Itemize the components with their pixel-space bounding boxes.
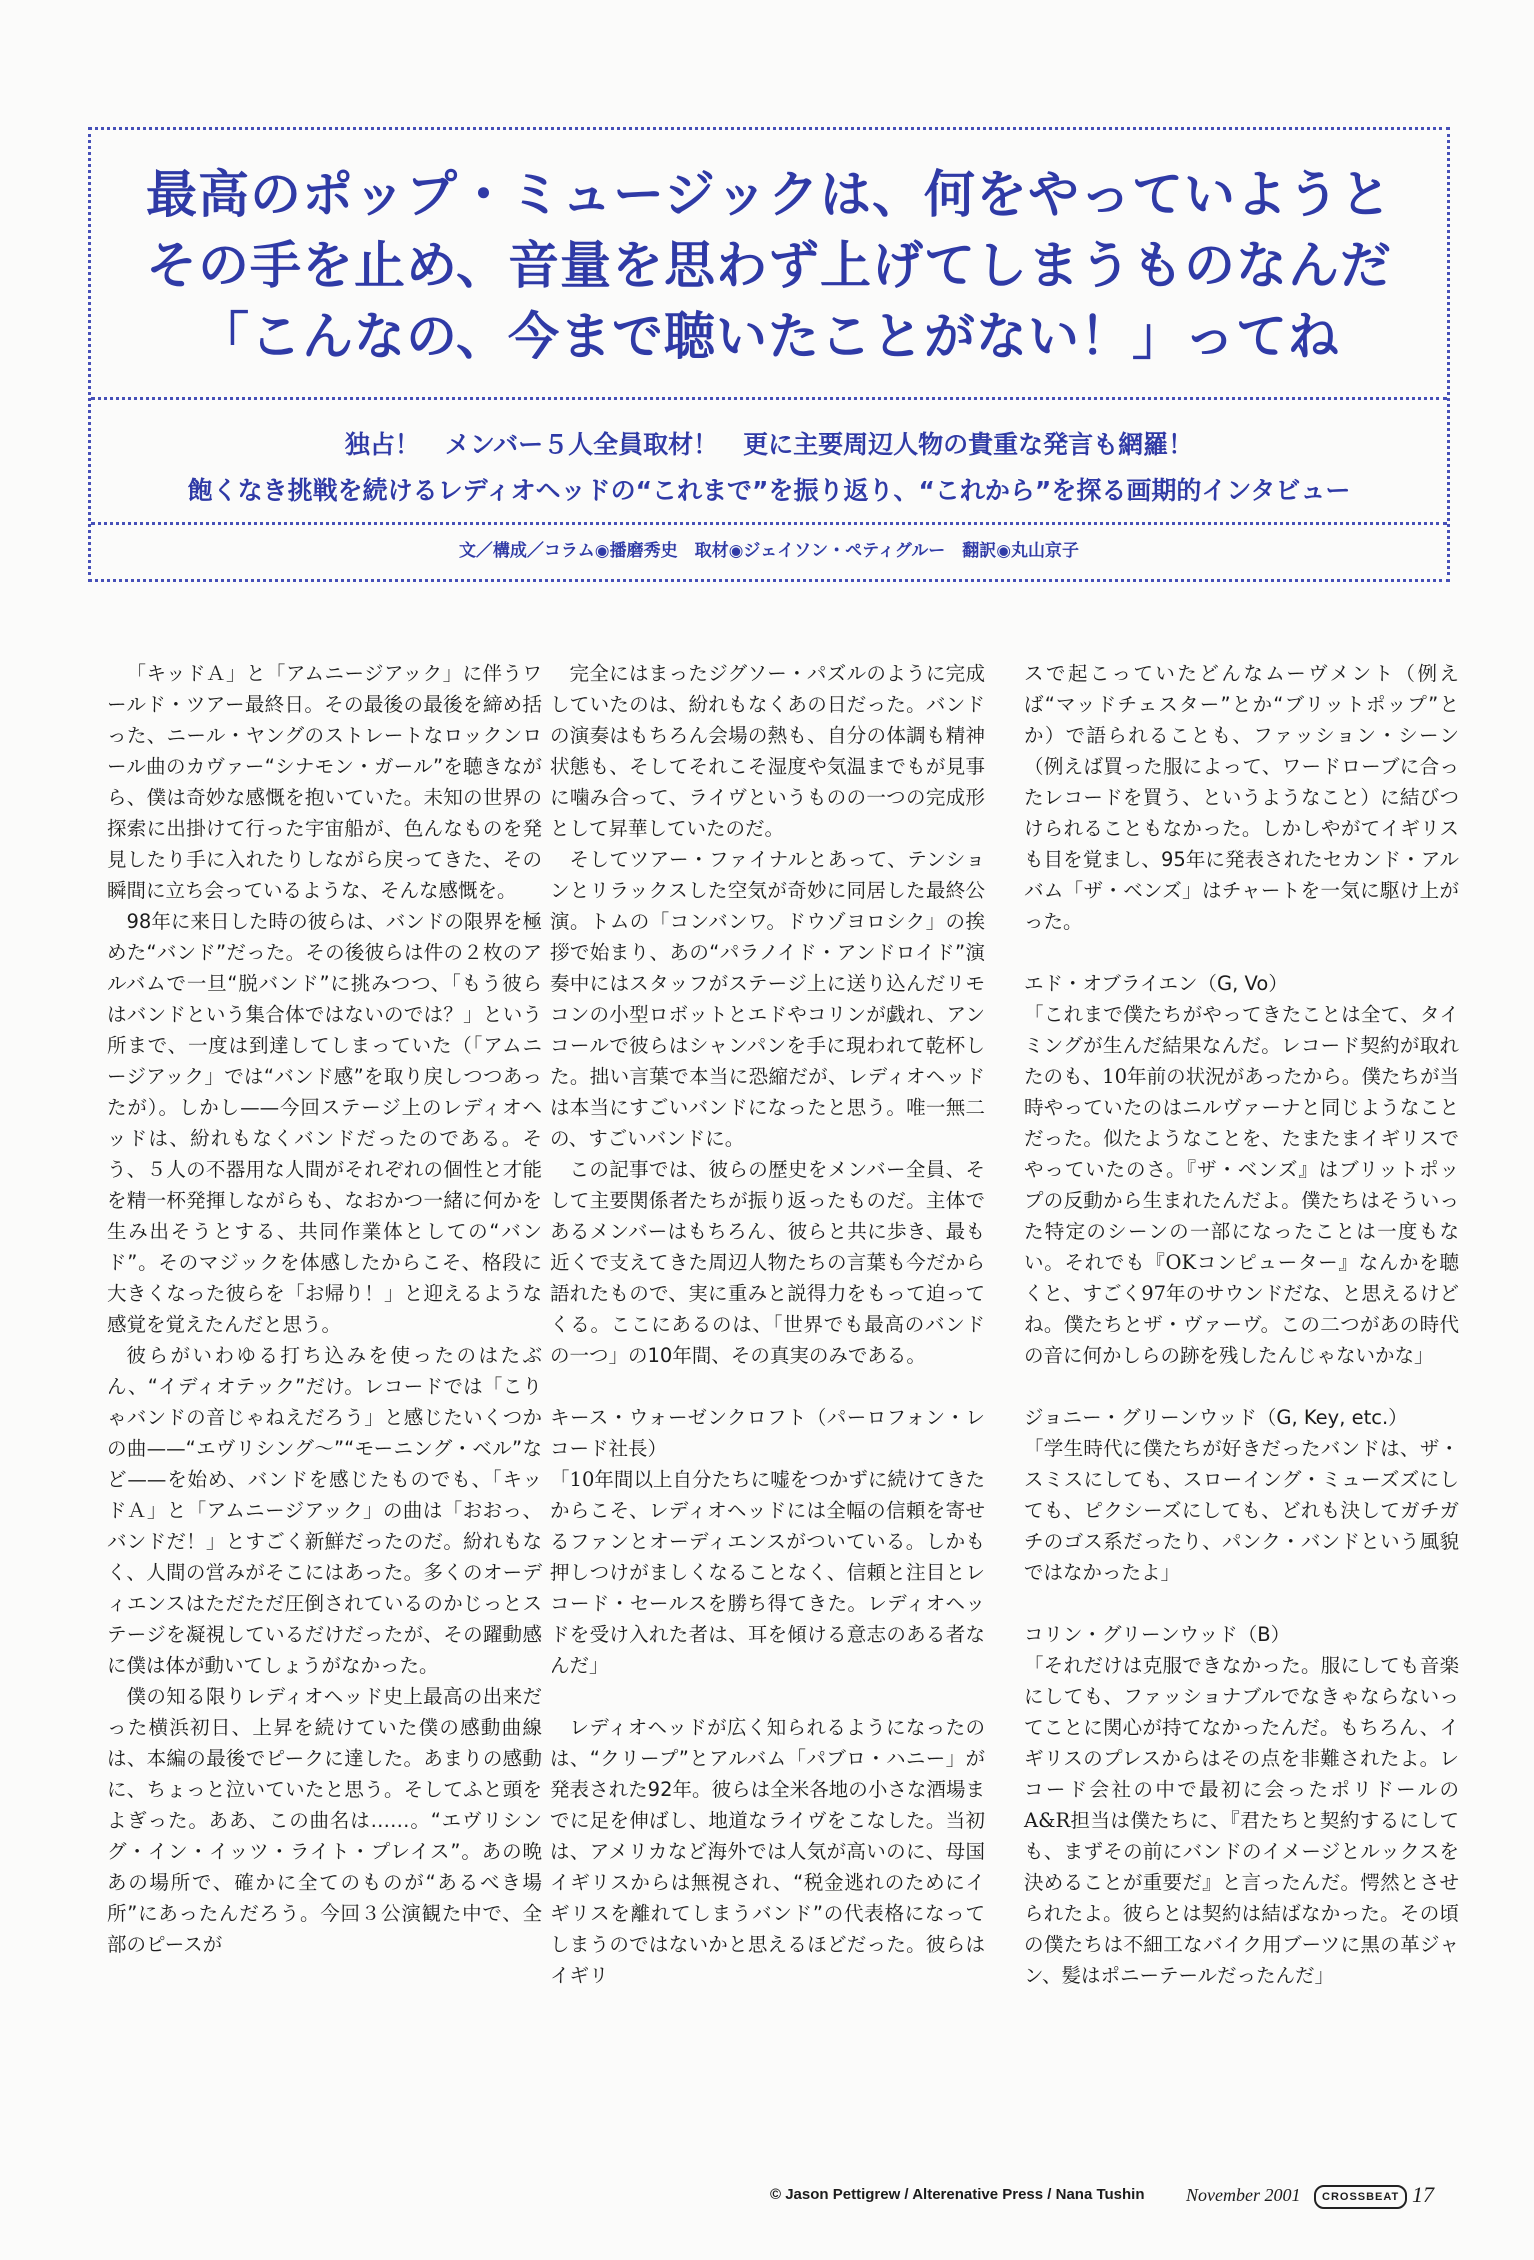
issue-date: November 2001: [1186, 2185, 1301, 2205]
subheadline-line-1: 独占！ メンバー５人全員取材！ 更に主要周辺人物の貴重な発言も網羅！: [344, 430, 1194, 459]
speaker-quote: 「それだけは克服できなかった。服にしても音楽にしても、ファッショナブルでなきゃならないってことに関心が持てなかったんだ。もちろん、イギリスのプレスからはその点を非難されたよ。レコード会社の中で最初に会ったポリドールのA&R担当は僕たちに、『君たちと契約するにしても、まずその前にバンドのイメージとルックスを決めることが重要だ』と言ったんだ。愕然とさせられたよ。彼らとは契約は結ばなかった。その頃の僕たちは不細工なバイク用ブーツに黒の革ジャン、髪はポニーテールだったんだ」: [1024, 1654, 1459, 1987]
paragraph: 完全にはまったジグソー・パズルのように完成していたのは、紛れもなくあの日だった。バンドの演奏はもちろん会場の熱も、自分の体調も精神状態も、そしてそれこそ湿度や気温までもが見事に噛み合って、ライヴというものの一つの完成形として昇華していたのだ。: [550, 662, 985, 840]
speaker-name: ジョニー・グリーンウッド（G, Key, etc.）: [1024, 1406, 1408, 1429]
speaker-quote: 「学生時代に僕たちが好きだったバンドは、ザ・スミスにしても、スローイング・ミューズズにしても、ピクシーズにしても、どれも決してガチガチのゴス系だったり、パンク・バンドという風貌ではなかったよ」: [1024, 1437, 1459, 1584]
speaker-name: エド・オブライエン（G, Vo）: [1024, 972, 1288, 995]
photo-credit: © Jason Pettigrew / Alterenative Press / Nana Tushin: [770, 2186, 1145, 2203]
subheadline: [91, 422, 1447, 514]
speaker-name: コリン・グリーンウッド（B）: [1024, 1623, 1291, 1646]
article-column-1: [107, 658, 542, 1960]
header-divider-top: [91, 397, 1447, 400]
paragraph: そしてツアー・ファイナルとあって、テンションとリラックスした空気が奇妙に同居した最終公演。トムの「コンバンワ。ドウゾヨロシク」の挨拶で始まり、あの“パラノイド・アンドロイド”演奏中にはスタッフがステージ上に送り込んだリモコンの小型ロボットとエドやコリンが戯れ、アンコールで彼らはシャンパンを手に現われて乾杯した。拙い言葉で本当に恐縮だが、レディオヘッドは本当にすごいバンドになったと思う。唯一無二の、すごいバンドに。: [550, 848, 985, 1150]
page-footer: [770, 2180, 1450, 2210]
paragraph: レディオヘッドが広く知られるようになったのは、“クリープ”とアルバム「パブロ・ハニー」が発表された92年。彼らは全米各地の小さな酒場までに足を伸ばし、地道なライヴをこなした。当初は、アメリカなど海外では人気が高いのに、母国イギリスからは無視され、“税金逃れのためにイギリスを離れてしまうバンド”の代表格になってしまうのではないかと思えるほどだった。彼らはイギリ: [550, 1716, 985, 1987]
headline: [91, 160, 1447, 373]
paragraph: 「キッドＡ」と「アムニージアック」に伴うワールド・ツアー最終日。その最後の最後を締め括った、ニール・ヤングのストレートなロックンロール曲のカヴァー“シナモン・ガール”を聴きながら、僕は奇妙な感慨を抱いていた。未知の世界の探索に出掛けて行った宇宙船が、色んなものを発見したり手に入れたりしながら戻ってきた、その瞬間に立ち会っているような、そんな感慨を。: [107, 662, 542, 902]
speaker-quote: 「これまで僕たちがやってきたことは全て、タイミングが生んだ結果なんだ。レコード契約が取れたのも、10年前の状況があったから。僕たちが当時やっていたのはニルヴァーナと同じようなことだった。似たようなことを、たまたまイギリスでやっていたのさ。『ザ・ベンズ』はブリットポップの反動から生まれたんだよ。僕たちはそういった特定のシーンの一部になったことは一度もない。それでも『OKコンピューター』なんかを聴くと、すごく97年のサウンドだな、と思えるけどね。僕たちとザ・ヴァーヴ。この二つがあの時代の音に何かしらの跡を残したんじゃないかな」: [1024, 1003, 1459, 1367]
paragraph: この記事では、彼らの歴史をメンバー全員、そして主要関係者たちが振り返ったものだ。主体であるメンバーはもちろん、彼らと共に歩き、最も近くで支えてきた周辺人物たちの言葉も今だから語れたもので、実に重みと説得力をもって迫ってくる。ここにあるのは、「世界でも最高のバンドの一つ」の10年間、その真実のみである。: [550, 1158, 985, 1367]
page-number: 17: [1412, 2182, 1434, 2207]
magazine-logo: CROSSBEAT: [1314, 2185, 1407, 2209]
speaker-quote: 「10年間以上自分たちに嘘をつかずに続けてきたからこそ、レディオヘッドには全幅の信頼を寄せるファンとオーディエンスがついている。しかも押しつけがましくなることなく、信頼と注目とレコード・セールスを勝ち得てきた。レディオヘッドを受け入れた者は、耳を傾ける意志のある者なんだ」: [550, 1468, 985, 1677]
paragraph: 僕の知る限りレディオヘッド史上最高の出来だった横浜初日、上昇を続けていた僕の感動曲線は、本編の最後でピークに達した。あまりの感動に、ちょっと泣いていたと思う。そしてふと頭をよぎった。ああ、この曲名は……。“エヴリシング・イン・イッツ・ライト・プレイス”。あの晩あの場所で、確かに全てのものが“あるべき場所”にあったんだろう。今回３公演観た中で、全部のピースが: [107, 1685, 542, 1956]
credits: 文／構成／コラム◉播磨秀史 取材◉ジェイソン・ペティグルー 翻訳◉丸山京子: [458, 541, 1080, 561]
header-divider-bottom: [91, 522, 1447, 525]
headline-line-3: 「こんなの、今まで聴いたことがない！」ってね: [198, 308, 1340, 367]
header-box: [88, 127, 1450, 582]
headline-line-2: その手を止め、音量を思わず上げてしまうものなんだ: [146, 237, 1392, 296]
article-column-2: [550, 658, 985, 1991]
subheadline-line-2: 飽くなき挑戦を続けるレディオヘッドの“これまで”を振り返り、“これから”を探る画期的インタビュー: [187, 476, 1351, 505]
article-column-3: [1024, 658, 1459, 1991]
paragraph: 98年に来日した時の彼らは、バンドの限界を極めた“バンド”だった。その後彼らは件の２枚のアルバムで一旦“脱バンド”に挑みつつ、「もう彼らはバンドという集合体ではないのでは？」という所まで、一度は到達してしまっていた（「アムニージアック」では“バンド感”を取り戻しつつあったが）。しかし——今回ステージ上のレディオヘッドは、紛れもなくバンドだったのである。そう、５人の不器用な人間がそれぞれの個性と才能を精一杯発揮しながらも、なおかつ一緒に何かを生み出そうとする、共同作業体としての“バンド”。そのマジックを体感したからこそ、格段に大きくなった彼らを「お帰り！」と迎えるような感覚を覚えたんだと思う。: [107, 910, 542, 1336]
paragraph: 彼らがいわゆる打ち込みを使ったのはたぶん、“イディオテック”だけ。レコードでは「こりゃバンドの音じゃねえだろう」と感じたいくつかの曲——“エヴリシング〜”“モーニング・ベル”など——を始め、バンドを感じたものでも、「キッドＡ」と「アムニージアック」の曲は「おおっ、バンドだ！」とすごく新鮮だったのだ。紛れもなく、人間の営みがそこにはあった。多くのオーディエンスはただただ圧倒されているのかじっとステージを凝視しているだけだったが、その躍動感に僕は体が動いてしょうがなかった。: [107, 1344, 542, 1677]
speaker-name: キース・ウォーゼンクロフト（パーロフォン・レコード社長）: [550, 1406, 985, 1460]
headline-line-1: 最高のポップ・ミュージックは、何をやっていようと: [146, 166, 1392, 225]
paragraph: スで起こっていたどんなムーヴメント（例えば“マッドチェスター”とか“ブリットポップ”とか）で語られることも、ファッション・シーン（例えば買った服によって、ワードローブに合ったレコードを買う、というようなこと）に結びつけられることもなかった。しかしやがてイギリスも目を覚まし、95年に発表されたセカンド・アルバム「ザ・ベンズ」はチャートを一気に駆け上がった。: [1024, 662, 1459, 933]
